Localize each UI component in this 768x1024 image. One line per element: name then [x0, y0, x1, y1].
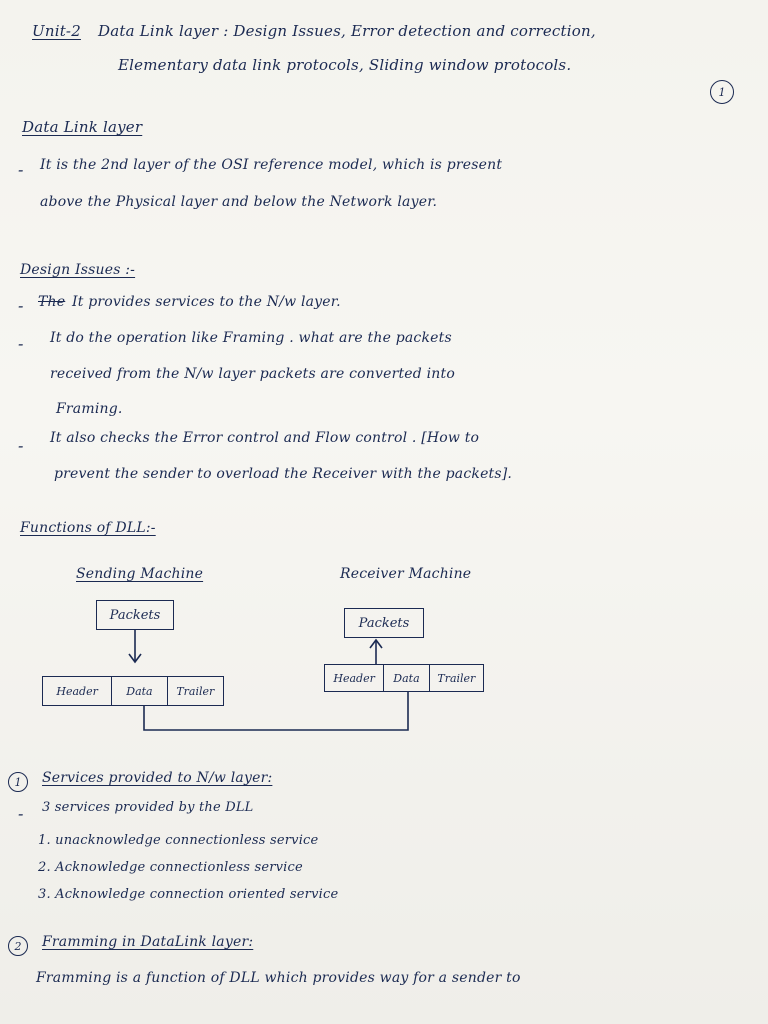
frame-sender-header: Header: [43, 677, 112, 705]
packets-sender-label: Packets: [109, 607, 161, 623]
service-item-2: 2. Acknowledge connectionless service: [38, 860, 303, 875]
bullet-dash: -: [18, 160, 24, 179]
bullet-dash: -: [18, 296, 24, 315]
dll-bullet1-line2: above the Physical layer and below the Network layer.: [40, 194, 438, 210]
design-issue-2-line2: received from the N/w layer packets are converted into: [50, 366, 455, 382]
frame-link-line: [144, 692, 408, 730]
heading-data-link-layer: Data Link layer: [22, 118, 143, 136]
design-issue-1: It provides services to the N/w layer.: [72, 294, 341, 310]
page-number: 1: [718, 85, 726, 99]
frame-receiver-header: Header: [325, 665, 384, 691]
design-issue-2-line1: It do the operation like Framing . what are the packets: [50, 330, 452, 346]
section-number: 1: [14, 775, 22, 789]
services-intro: 3 services provided by the DLL: [42, 800, 254, 815]
design-issue-3-line2: prevent the sender to overload the Receiver with the packets].: [54, 466, 513, 482]
frame-receiver-data: Data: [384, 665, 429, 691]
service-item-3: 3. Acknowledge connection oriented service: [38, 887, 339, 902]
heading-functions-dll: Functions of DLL:-: [20, 520, 156, 536]
framming-text: Framming is a function of DLL which provides way for a sender to: [36, 970, 521, 986]
dll-bullet1-line1: It is the 2nd layer of the OSI reference model, which is present: [40, 157, 503, 173]
header-line-2: Elementary data link protocols, Sliding window protocols.: [118, 56, 572, 74]
section-number-badge: [8, 936, 28, 956]
service-item-1: 1. unacknowledge connectionless service: [38, 833, 319, 848]
sending-machine-label: Sending Machine: [76, 566, 204, 582]
design-issue-2-line3: Framing.: [56, 401, 123, 417]
section-number: 2: [14, 939, 22, 953]
frame-sender-trailer: Trailer: [176, 684, 215, 698]
bullet-dash: -: [18, 804, 24, 823]
frame-receiver-trailer: Trailer: [437, 671, 476, 685]
heading-services: Services provided to N/w layer:: [42, 770, 273, 786]
receiver-machine-label: Receiver Machine: [340, 566, 472, 582]
heading-design-issues: Design Issues :-: [20, 262, 136, 278]
frame-sender-data: Data: [112, 677, 167, 705]
packets-receiver-label: Packets: [358, 615, 410, 631]
unit-label: Unit-2: [32, 22, 81, 40]
header-line-1: Data Link layer : Design Issues, Error detection and correction,: [98, 22, 596, 40]
section-number-badge: [8, 772, 28, 792]
struck-word: The: [38, 294, 66, 310]
heading-framming: Framming in DataLink layer:: [42, 934, 254, 950]
bullet-dash: -: [18, 436, 24, 455]
bullet-dash: -: [18, 334, 24, 353]
design-issue-3-line1: It also checks the Error control and Flow control . [How to: [50, 430, 480, 446]
